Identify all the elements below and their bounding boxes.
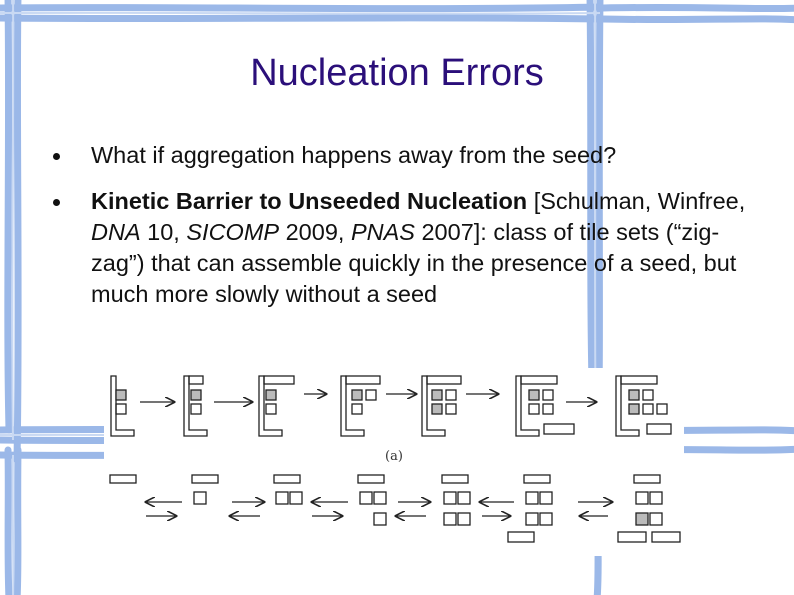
bullet-item (52, 140, 757, 171)
figure-caption: (a) (385, 449, 403, 464)
bullet-text: What if aggregation happens away from the seed? (91, 142, 617, 168)
bullet-text-part: 2009, (279, 219, 351, 245)
bullet-dot-icon (53, 153, 60, 160)
zig-zag-assembly-figure (104, 368, 684, 556)
bullet-text-part: 10, (140, 219, 187, 245)
bullet-text-part: 2007]: class of tile sets (“zig-zag”) that can assemble quickly in the presence of a seed, but much more slowly without a seed (91, 219, 737, 307)
slide-title: Nucleation Errors (250, 52, 544, 94)
bullet-list (52, 140, 757, 310)
bullet-journal-dna: DNA (91, 219, 141, 245)
bullet-journal-pnas: PNAS (350, 219, 415, 245)
bullet-item (52, 186, 757, 310)
bullet-journal-sicomp: SICOMP (186, 219, 280, 245)
bullet-text-part: [Schulman, Winfree, (527, 188, 746, 214)
bullet-bold-text: Kinetic Barrier to Unseeded Nucleation (91, 188, 528, 214)
bullet-dot-icon (53, 199, 60, 206)
